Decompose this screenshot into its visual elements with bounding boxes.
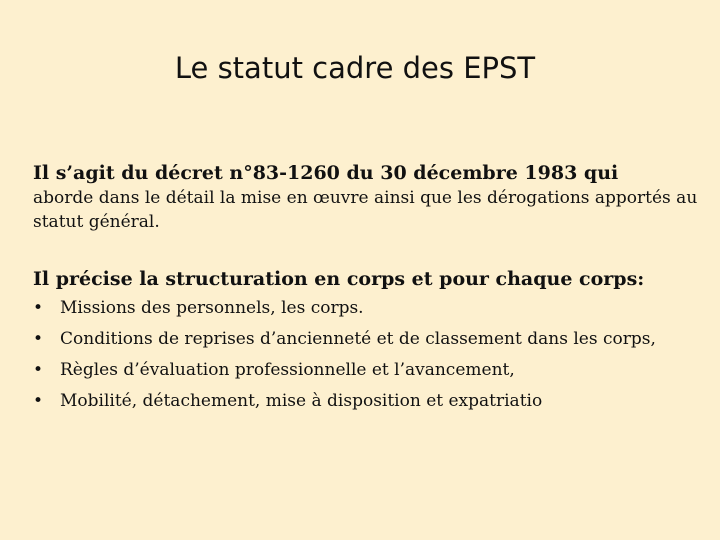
- list-item: [33, 389, 703, 414]
- paragraph1-lead: Il s’agit du décret n°83-1260 du 30 décembre 1983 qui: [33, 162, 619, 184]
- list-item: [33, 296, 703, 321]
- list-item: [33, 358, 703, 383]
- paragraph1-text: aborde dans le détail la mise en œuvre ainsi que les dérogations apportés au statut général.: [33, 188, 698, 232]
- paragraph2-lead: Il précise la structuration en corps et pour chaque corps:: [33, 268, 645, 290]
- bullet-icon: •: [33, 360, 44, 380]
- bullet-list: [33, 296, 703, 414]
- bullet-icon: •: [33, 298, 44, 318]
- slide-title: Le statut cadre des EPST: [174, 51, 536, 85]
- list-item: [33, 327, 703, 352]
- list-item-text: Règles d’évaluation professionnelle et l’avancement,: [60, 360, 515, 380]
- list-item-text: Mobilité, détachement, mise à disposition et expatriatio: [60, 391, 543, 411]
- bullet-icon: •: [33, 329, 44, 349]
- bullet-icon: •: [33, 391, 44, 411]
- list-item-text: Conditions de reprises d’ancienneté et de classement dans les corps,: [60, 329, 656, 349]
- slide-body: [33, 160, 703, 420]
- list-item-text: Missions des personnels, les corps.: [60, 298, 364, 318]
